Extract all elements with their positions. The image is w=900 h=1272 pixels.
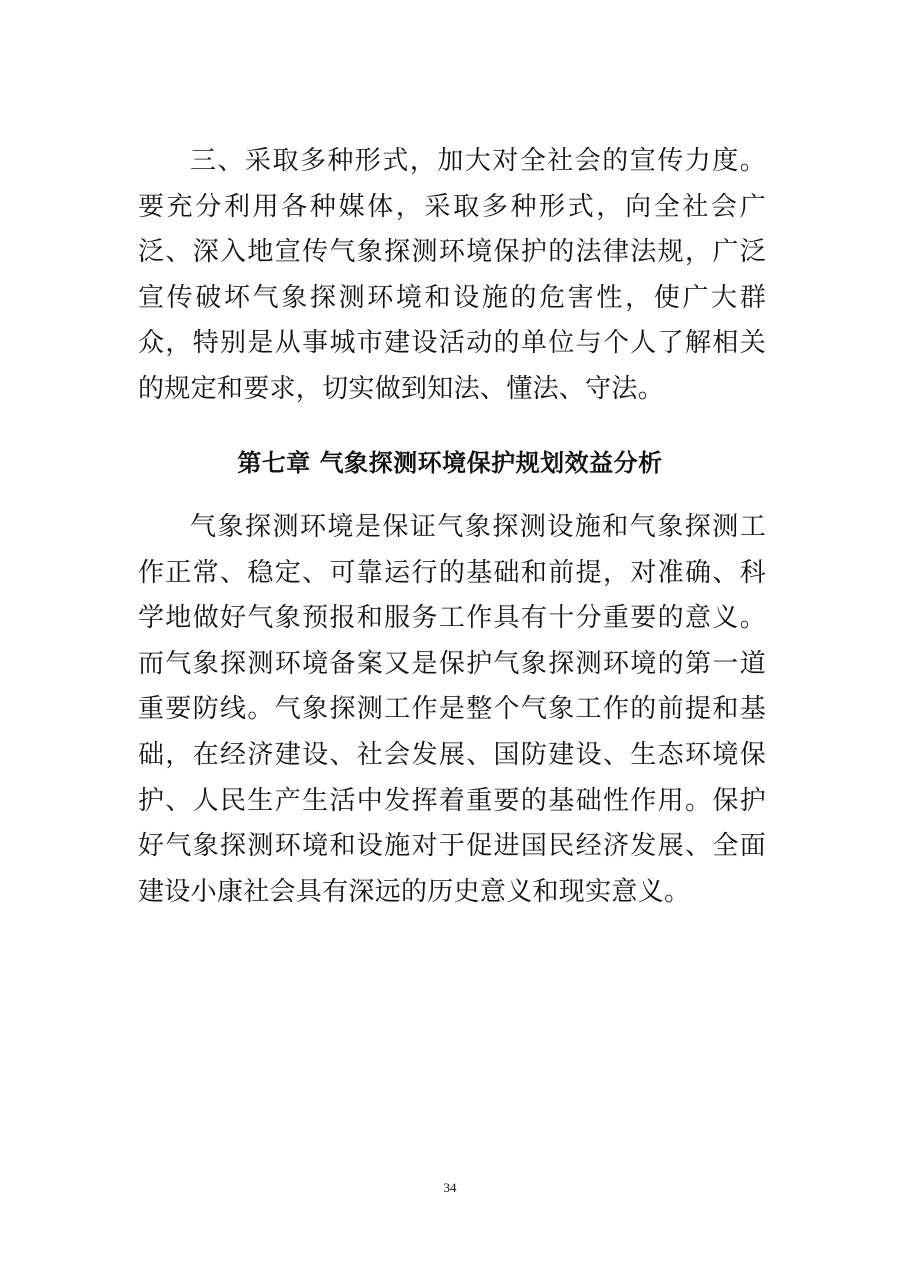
chapter-heading: 第七章 气象探测环境保护规划效益分析 — [237, 449, 663, 477]
body-paragraph-benefits: 气象探测环境是保证气象探测设施和气象探测工作正常、稳定、可靠运行的基础和前提，对准确、科学地做好气象预报和服务工作具有十分重要的意义。而气象探测环境备案又是保护气象探测环境的第一道重要防线。气象探测工作是整个气象工作的前提和基础，在经济建设、社会发展、国防建设、生态环境保护、人民生产生活中发挥着重要的基础性作用。保护好气象探测环境和设施对于促进国民经济发展、全面建设小康社会具有深远的历史意义和现实意义。 — [138, 512, 766, 907]
page-number: 34 — [443, 1180, 457, 1195]
body-paragraph-publicity: 三、采取多种形式，加大对全社会的宣传力度。要充分利用各种媒体，采取多种形式，向全社会广泛、深入地宣传气象探测环境保护的法律法规，广泛宣传破坏气象探测环境和设施的危害性，使广大群众，特别是从事城市建设活动的单位与个人了解相关的规定和要求，切实做到知法、懂法、守法。 — [138, 146, 766, 404]
